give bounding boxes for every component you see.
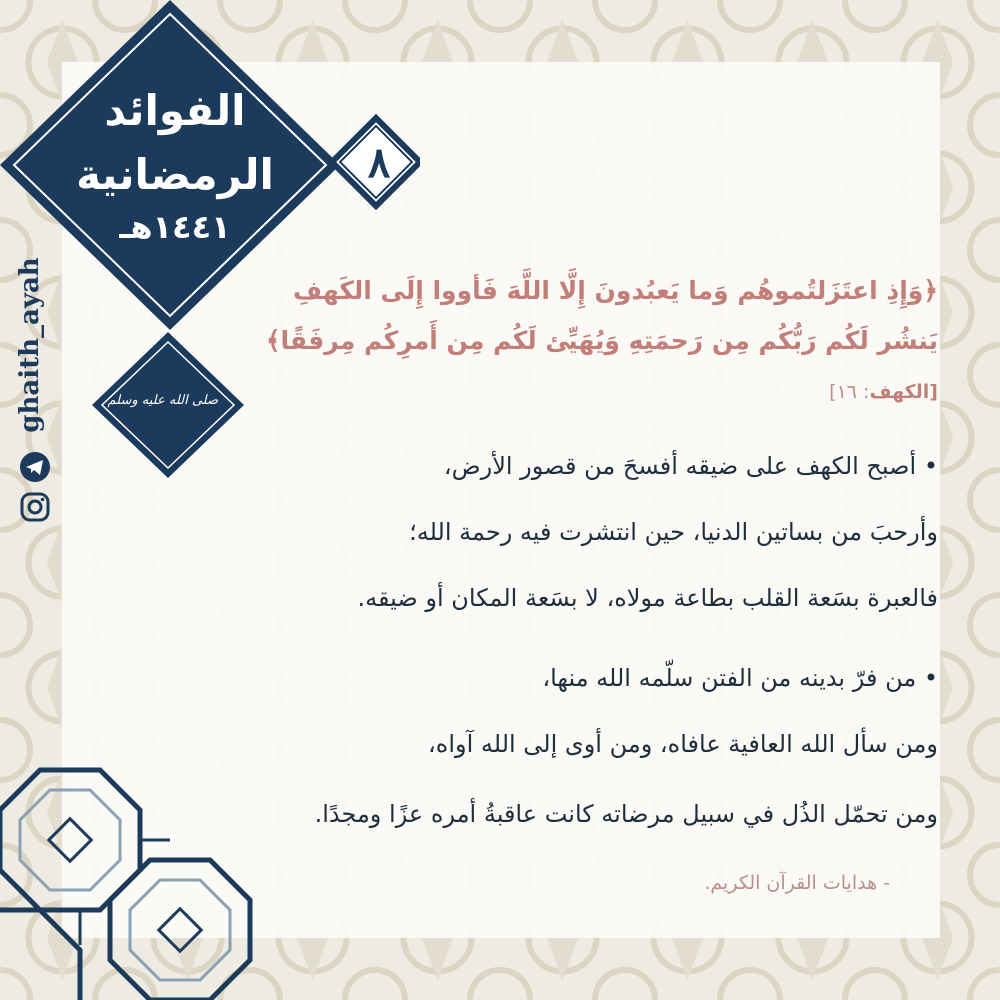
point1-line1: • أصبح الكهف على ضيقه أفسحَ من قصور الأرض، xyxy=(443,452,938,480)
instagram-icon[interactable] xyxy=(18,490,52,524)
verse-line2: يَنشُر لَكُم رَبُّكُم مِن رَحمَتِهِ وَيُهَيِّئ لَكُم مِن أَمرِكُم مِرفَقًا﴾ xyxy=(265,326,938,355)
social-handle[interactable]: ghaith_ayah xyxy=(15,257,45,433)
source-credit: - هدايات القرآن الكريم. xyxy=(704,872,890,894)
reference-verse: : ١٦] xyxy=(829,381,870,403)
point2-line3: ومن تحمّل الذُل في سبيل مرضاته كانت عاقبةُ أمره عزًا ومجدًا. xyxy=(314,800,938,828)
verse-line1: ﴿وَإِذِ اعتَزَلتُموهُم وَما يَعبُدونَ إِلَّا اللَّهَ فَأووا إِلَى الكَهفِ xyxy=(293,276,938,305)
reference-surah: [الكهف xyxy=(869,381,938,403)
series-title-line1: الفوائد xyxy=(104,86,246,135)
point1-line2: وأرحبَ من بساتين الدنيا، حين انتشرت فيه رحمة الله؛ xyxy=(409,518,938,546)
point2-line2: ومن سأل الله العافية عافاه، ومن أوى إلى الله آواه، xyxy=(428,730,938,758)
series-title-line2: الرمضانية xyxy=(76,150,274,199)
verse-reference xyxy=(638,381,938,403)
telegram-icon[interactable] xyxy=(18,450,52,484)
calligraphy-text: صلى الله عليه وسلم xyxy=(107,393,218,408)
corner-ornament xyxy=(0,730,300,1000)
series-title-year: ١٤٤١هـ xyxy=(119,208,231,246)
point1-line3: فالعبرة بسَعة القلب بطاعة مولاه، لا بسَعة المكان أو ضيقه. xyxy=(357,584,938,612)
point2-line1: • من فرّ بدينه من الفتن سلّمه الله منها، xyxy=(542,664,938,692)
episode-number: ٨ xyxy=(367,138,391,187)
